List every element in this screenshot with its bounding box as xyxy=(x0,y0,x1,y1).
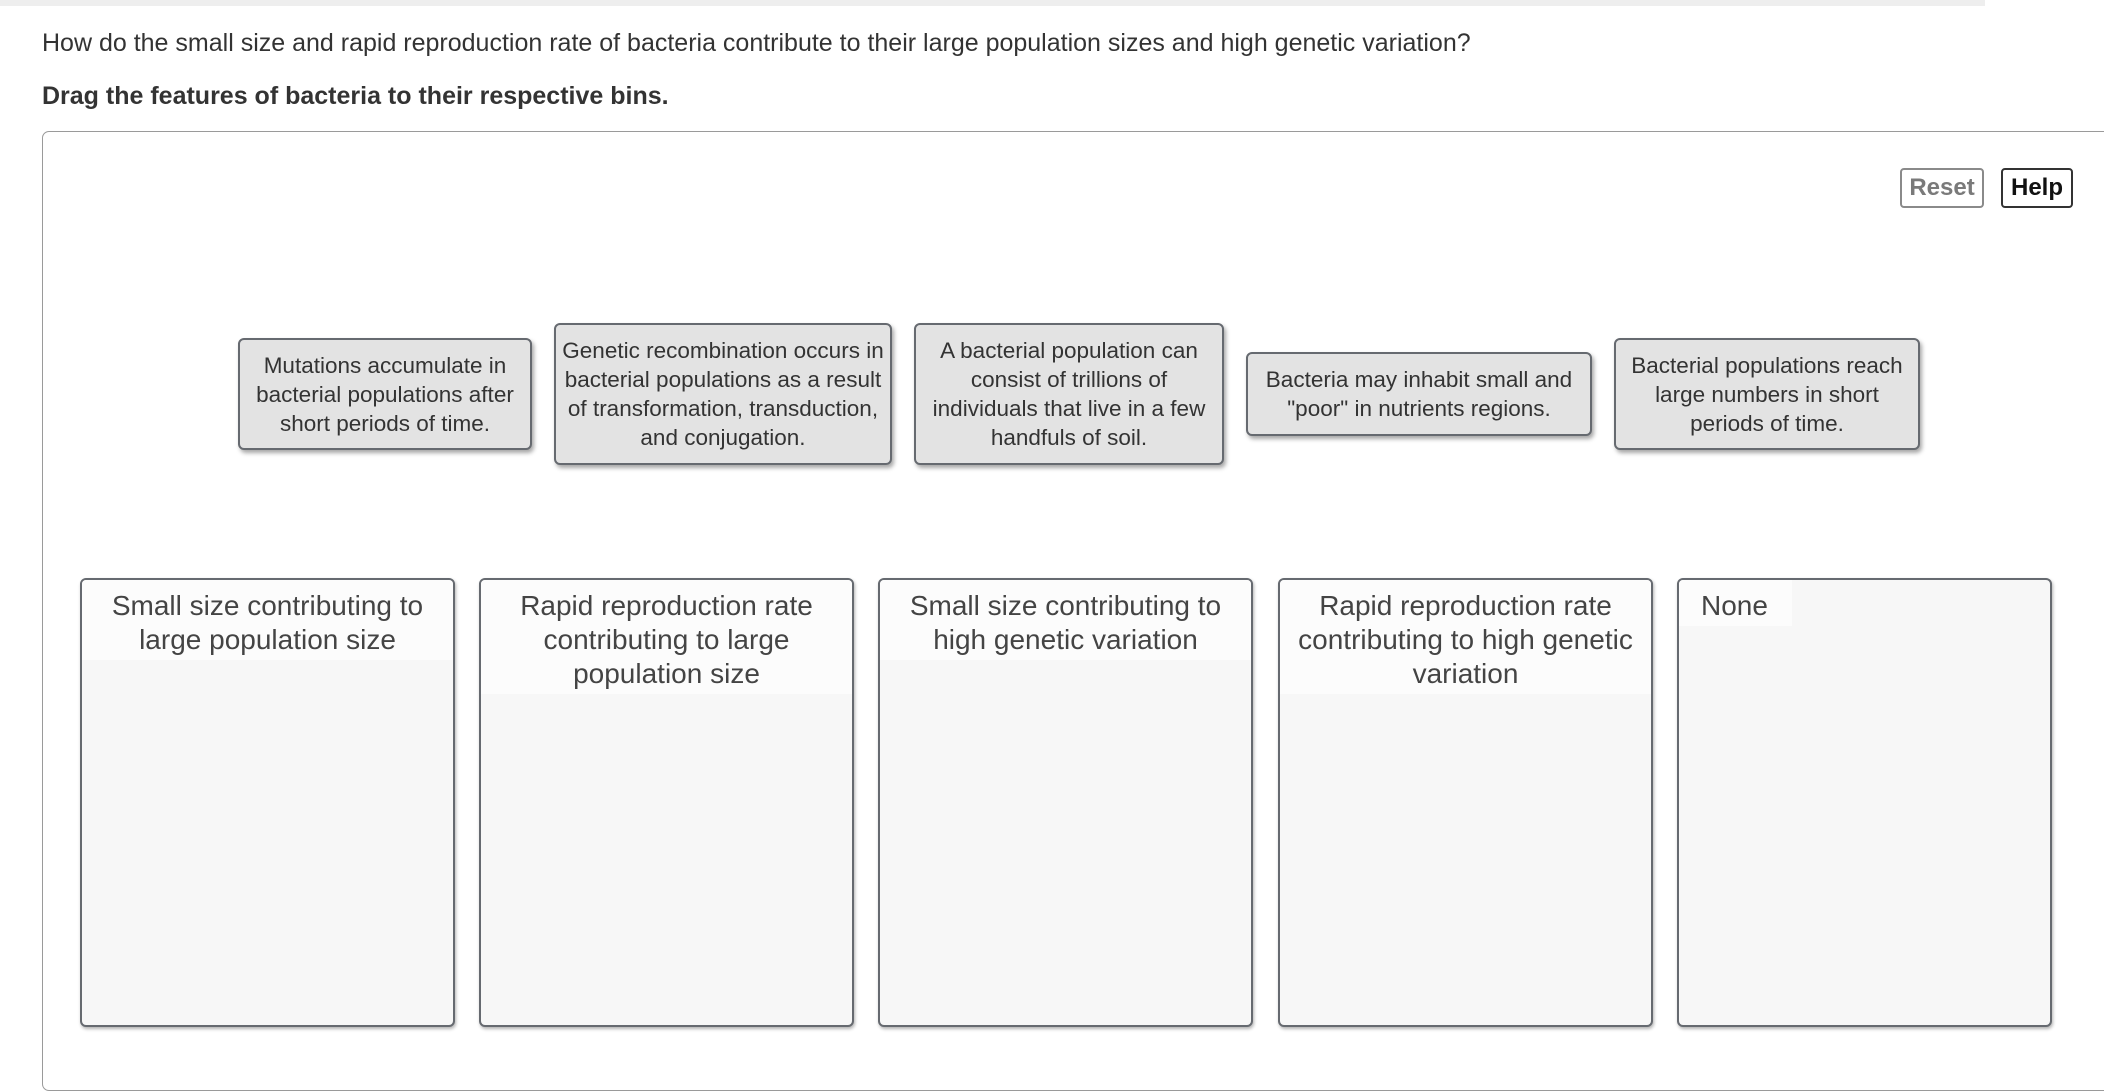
draggable-card-small-regions[interactable] xyxy=(1246,352,1592,436)
card-label: Mutations accumulate in bacterial populations after short periods of time. xyxy=(256,352,514,436)
draggable-card-genetic-recombination[interactable] xyxy=(554,323,892,465)
help-button[interactable]: Help xyxy=(2001,168,2073,208)
drop-bin-small-size-large-population[interactable] xyxy=(80,578,455,1027)
drop-bin-rapid-reproduction-genetic-variation[interactable] xyxy=(1278,578,1653,1027)
card-label: A bacterial population can consist of trillions of individuals that live in a few handfuls of soil. xyxy=(932,338,1206,450)
draggable-card-large-numbers[interactable] xyxy=(1614,338,1920,450)
drop-bin-none[interactable] xyxy=(1677,578,2052,1027)
bin-title: Rapid reproduction rate contributing to high genetic variation xyxy=(1280,580,1651,694)
drop-bin-rapid-reproduction-large-population[interactable] xyxy=(479,578,854,1027)
top-strip xyxy=(0,0,1985,6)
bin-title: Small size contributing to high genetic variation xyxy=(880,580,1251,660)
question-text: How do the small size and rapid reproduction rate of bacteria contribute to their large population sizes and high genetic variation? xyxy=(42,29,1471,57)
bin-title: Rapid reproduction rate contributing to large population size xyxy=(481,580,852,694)
draggable-card-trillions[interactable] xyxy=(914,323,1224,465)
card-label: Genetic recombination occurs in bacterial populations as a result of transformation, transduction, and conjugation. xyxy=(562,338,884,450)
bin-title: None xyxy=(1679,580,1792,626)
reset-button[interactable]: Reset xyxy=(1900,168,1984,208)
drop-bin-small-size-genetic-variation[interactable] xyxy=(878,578,1253,1027)
draggable-card-mutations[interactable] xyxy=(238,338,532,450)
card-label: Bacterial populations reach large numbers in short periods of time. xyxy=(1631,352,1903,436)
card-label: Bacteria may inhabit small and "poor" in nutrients regions. xyxy=(1265,367,1573,421)
instruction-text: Drag the features of bacteria to their respective bins. xyxy=(42,82,669,110)
bin-title: Small size contributing to large population size xyxy=(82,580,453,660)
